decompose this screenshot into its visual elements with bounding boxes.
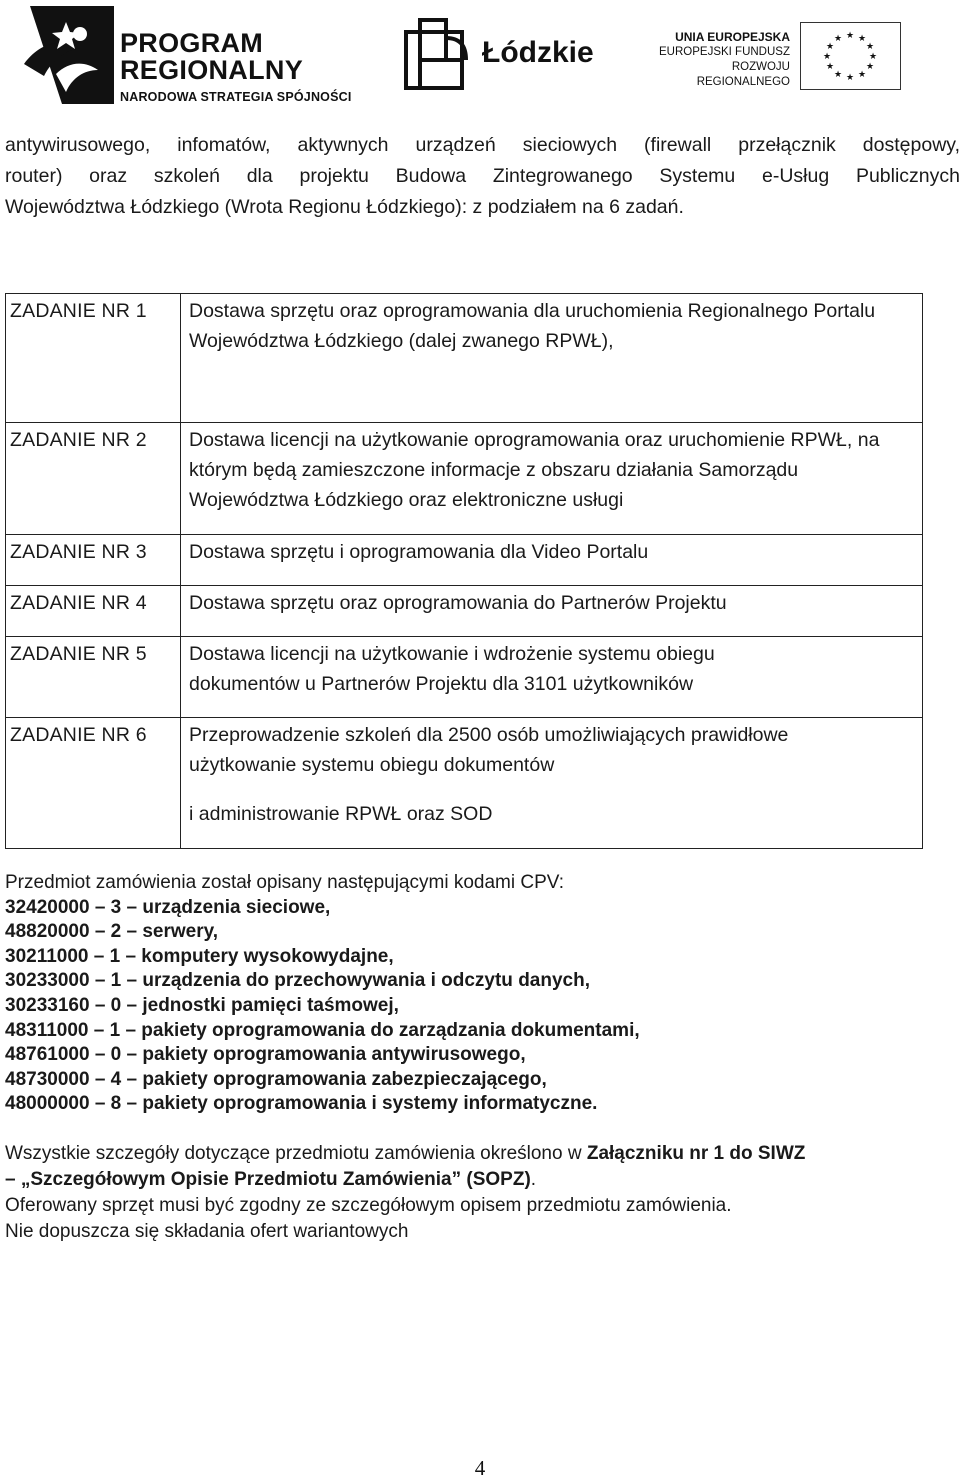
sopz-reference: – „Szczegółowym Opisie Przedmiotu Zamówienia” (SOPZ)	[5, 1169, 531, 1190]
eu-logo	[640, 22, 902, 92]
cpv-code-item: 48820000 – 2 – serwery,	[5, 921, 219, 943]
svg-text:★: ★	[825, 42, 835, 52]
summary-line-2	[5, 1167, 955, 1193]
svg-text:★: ★	[833, 34, 843, 44]
svg-text:★: ★	[865, 62, 875, 72]
task-number: ZADANIE NR 3	[6, 535, 181, 586]
table-row	[6, 535, 923, 586]
intro-line-3: Województwa Łódzkiego (Wrota Regionu Łódzkiego): z podziałem na 6 zadań.	[5, 196, 684, 218]
svg-text:★: ★	[845, 31, 855, 41]
summary-line-2-tail: .	[530, 1169, 537, 1190]
intro-line-1: antywirusowego, infomatów, aktywnych urządzeń sieciowych (firewall przełącznik dostępowy,	[5, 134, 960, 156]
eu-logo-title: UNIA EUROPEJSKA	[675, 30, 790, 44]
cpv-code-item: 32420000 – 3 – urządzenia sieciowe,	[5, 896, 331, 918]
cpv-code-item: 30233160 – 0 – jednostki pamięci taśmowej,	[5, 994, 399, 1016]
task-description	[181, 718, 923, 849]
task-number: ZADANIE NR 1	[6, 294, 181, 423]
summary-line-1-text: Wszystkie szczegóły dotyczące przedmiotu zamówienia określono w	[5, 1143, 587, 1164]
eu-logo-line2: EUROPEJSKI FUNDUSZ	[659, 46, 790, 58]
cpv-code-item: 48000000 – 8 – pakiety oprogramowania i systemy informatyczne.	[5, 1093, 598, 1115]
siwz-attachment-reference: Załączniku nr 1 do SIWZ	[586, 1143, 806, 1164]
summary-line-4: Nie dopuszcza się składania ofert wariantowych	[5, 1221, 409, 1242]
table-row	[6, 637, 923, 718]
page-header	[0, 0, 960, 115]
eu-stars-icon	[801, 23, 899, 88]
cpv-code-item: 48311000 – 1 – pakiety oprogramowania do zarządzania dokumentami,	[5, 1019, 640, 1041]
svg-text:★: ★	[857, 70, 867, 80]
task-number: ZADANIE NR 5	[6, 637, 181, 718]
svg-text:★: ★	[845, 73, 855, 83]
task-description-text: Przeprowadzenie szkoleń dla 2500 osób umożliwiających prawidłowe użytkowanie systemu obiegu dokumentów	[189, 724, 789, 776]
svg-text:★: ★	[868, 52, 878, 62]
task-description-text: Dostawa sprzętu i oprogramowania dla Video Portalu	[189, 541, 649, 563]
eu-flag-icon	[800, 22, 901, 90]
program-logo-line1: PROGRAM	[120, 28, 264, 58]
cpv-code-item: 30233000 – 1 – urządzenia do przechowywania i odczytu danych,	[5, 970, 590, 992]
lodzkie-logo-name: Łódzkie	[482, 36, 594, 69]
task-description	[181, 423, 923, 535]
intro-line-2: router) oraz szkoleń dla projektu Budowa Zintegrowanego Systemu e-Usług Publicznych	[5, 165, 960, 187]
cpv-code-item: 48730000 – 4 – pakiety oprogramowania zabezpieczającego,	[5, 1068, 547, 1090]
cpv-intro: Przedmiot zamówienia został opisany następującymi kodami CPV:	[5, 872, 564, 893]
task-number: ZADANIE NR 4	[6, 586, 181, 637]
program-logo-line2: REGIONALNY	[120, 55, 304, 85]
program-logo-subtitle: NARODOWA STRATEGIA SPÓJNOŚCI	[120, 90, 352, 104]
eu-logo-line3: ROZWOJU REGIONALNEGO	[696, 61, 790, 88]
task-number: ZADANIE NR 6	[6, 718, 181, 849]
intro-paragraph	[5, 130, 960, 223]
task-description-extra: i administrowanie RPWŁ oraz SOD	[189, 803, 493, 825]
svg-text:★: ★	[825, 62, 835, 72]
task-description-text: Dostawa sprzętu oraz oprogramowania dla uruchomienia Regionalnego Portalu Województwa Łódzkiego (dalej zwanego RPWŁ),	[189, 300, 876, 352]
summary-line-3: Oferowany sprzęt musi być zgodny ze szczegółowym opisem przedmiotu zamówienia.	[5, 1195, 732, 1216]
program-regionalny-logo	[22, 4, 362, 108]
svg-text:★: ★	[857, 34, 867, 44]
task-description	[181, 294, 923, 423]
task-description	[181, 637, 923, 718]
program-emblem-icon	[22, 4, 118, 108]
task-description-text: Dostawa sprzętu oraz oprogramowania do Partnerów Projektu	[189, 592, 727, 614]
table-row	[6, 423, 923, 535]
cpv-codes-section	[5, 871, 955, 1117]
task-description-text: Dostawa licencji na użytkowanie i wdrożenie systemu obiegu dokumentów u Partnerów Projektu dla 3101 użytkowników	[189, 643, 715, 695]
table-row	[6, 586, 923, 637]
task-description	[181, 535, 923, 586]
table-row	[6, 294, 923, 423]
lodzkie-logo	[404, 18, 594, 90]
svg-text:★: ★	[833, 70, 843, 80]
tasks-table	[5, 293, 923, 849]
task-description-text: Dostawa licencji na użytkowanie oprogramowania oraz uruchomienie RPWŁ, na którym będą zamieszczone informacje z obszaru działania Samorządu Województwa Łódzkiego oraz elektroniczne usługi	[189, 429, 880, 511]
summary-line-1	[5, 1141, 955, 1167]
lodzkie-emblem-icon	[404, 18, 480, 90]
task-number: ZADANIE NR 2	[6, 423, 181, 535]
cpv-code-item: 30211000 – 1 – komputery wysokowydajne,	[5, 945, 394, 967]
svg-text:★: ★	[822, 52, 832, 62]
cpv-code-item: 48761000 – 0 – pakiety oprogramowania antywirusowego,	[5, 1044, 526, 1066]
page-number: 4	[474, 1456, 486, 1480]
svg-text:★: ★	[865, 42, 875, 52]
task-description	[181, 586, 923, 637]
table-row	[6, 718, 923, 849]
summary-section	[5, 1141, 955, 1245]
